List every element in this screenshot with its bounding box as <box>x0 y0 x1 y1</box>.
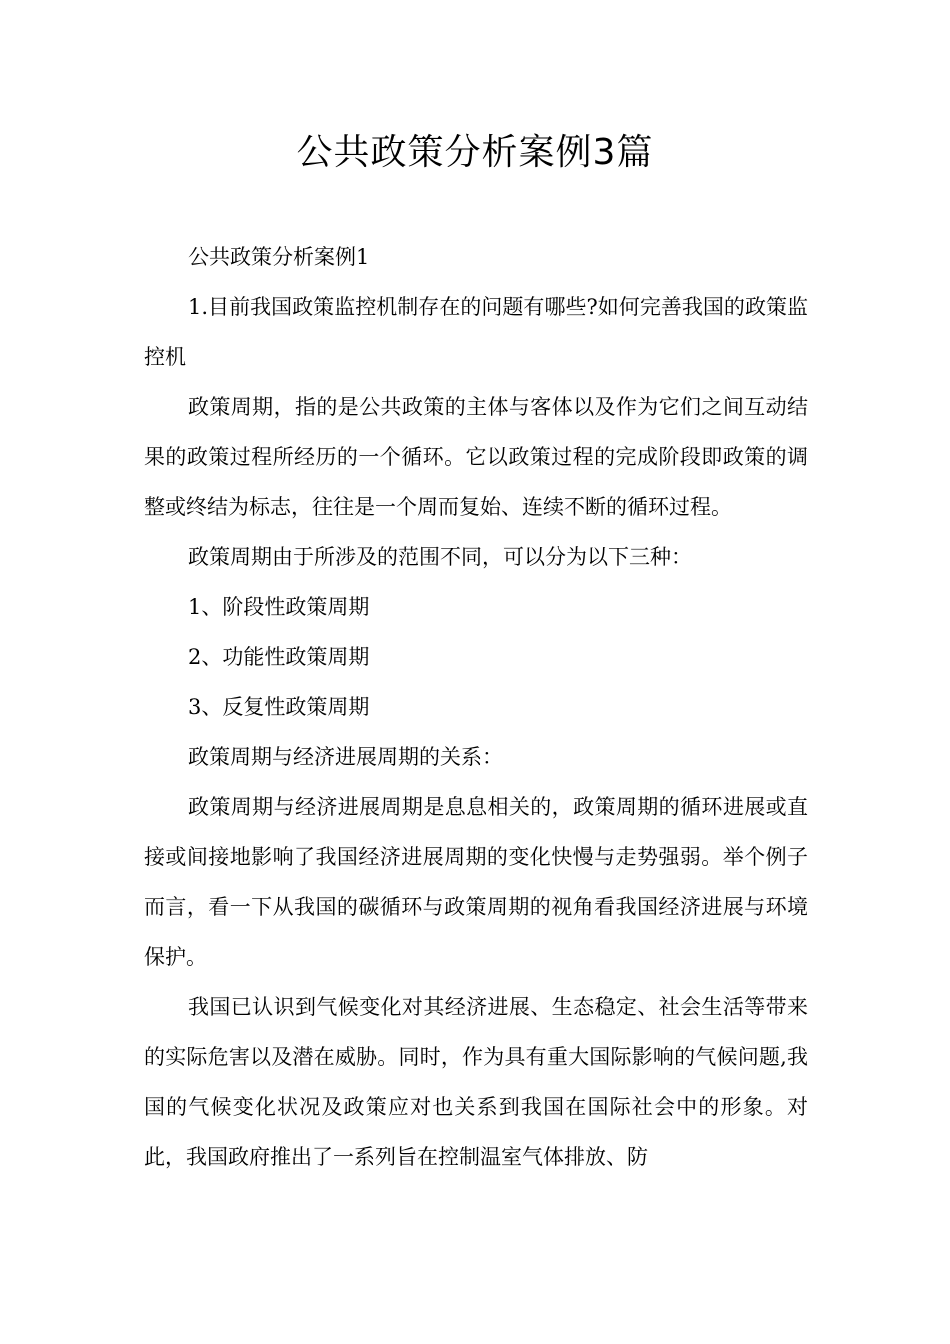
list-item: 2、功能性政策周期 <box>188 645 370 669</box>
body-paragraph: 政策周期与经济进展周期的关系： <box>188 745 503 769</box>
question-paragraph: 1.目前我国政策监控机制存在的问题有哪些?如何完善我国的政策监控机 <box>144 295 808 369</box>
body-paragraph: 政策周期与经济进展周期是息息相关的，政策周期的循环进展或直接或间接地影响了我国经济进展周期的变化快慢与走势强弱。举个例子而言，看一下从我国的碳循环与政策周期的视角看我国经济进展与环境保护。 <box>144 795 808 969</box>
list-item: 3、反复性政策周期 <box>188 695 370 719</box>
section-heading: 公共政策分析案例1 <box>188 245 370 269</box>
body-paragraph: 我国已认识到气候变化对其经济进展、生态稳定、社会生活等带来的实际危害以及潜在威胁。同时，作为具有重大国际影响的气候问题,我国的气候变化状况及政策应对也关系到我国在国际社会中的形象。对此，我国政府推出了一系列旨在控制温室气体排放、防 <box>144 995 808 1169</box>
list-item: 1、阶段性政策周期 <box>188 595 370 619</box>
body-paragraph: 政策周期，指的是公共政策的主体与客体以及作为它们之间互动结果的政策过程所经历的一个循环。它以政策过程的完成阶段即政策的调整或终结为标志，往往是一个周而复始、连续不断的循环过程。 <box>144 395 808 519</box>
body-paragraph: 政策周期由于所涉及的范围不同，可以分为以下三种： <box>188 545 692 569</box>
document-title: 公共政策分析案例3篇 <box>296 132 654 173</box>
document-body <box>144 232 808 1182</box>
